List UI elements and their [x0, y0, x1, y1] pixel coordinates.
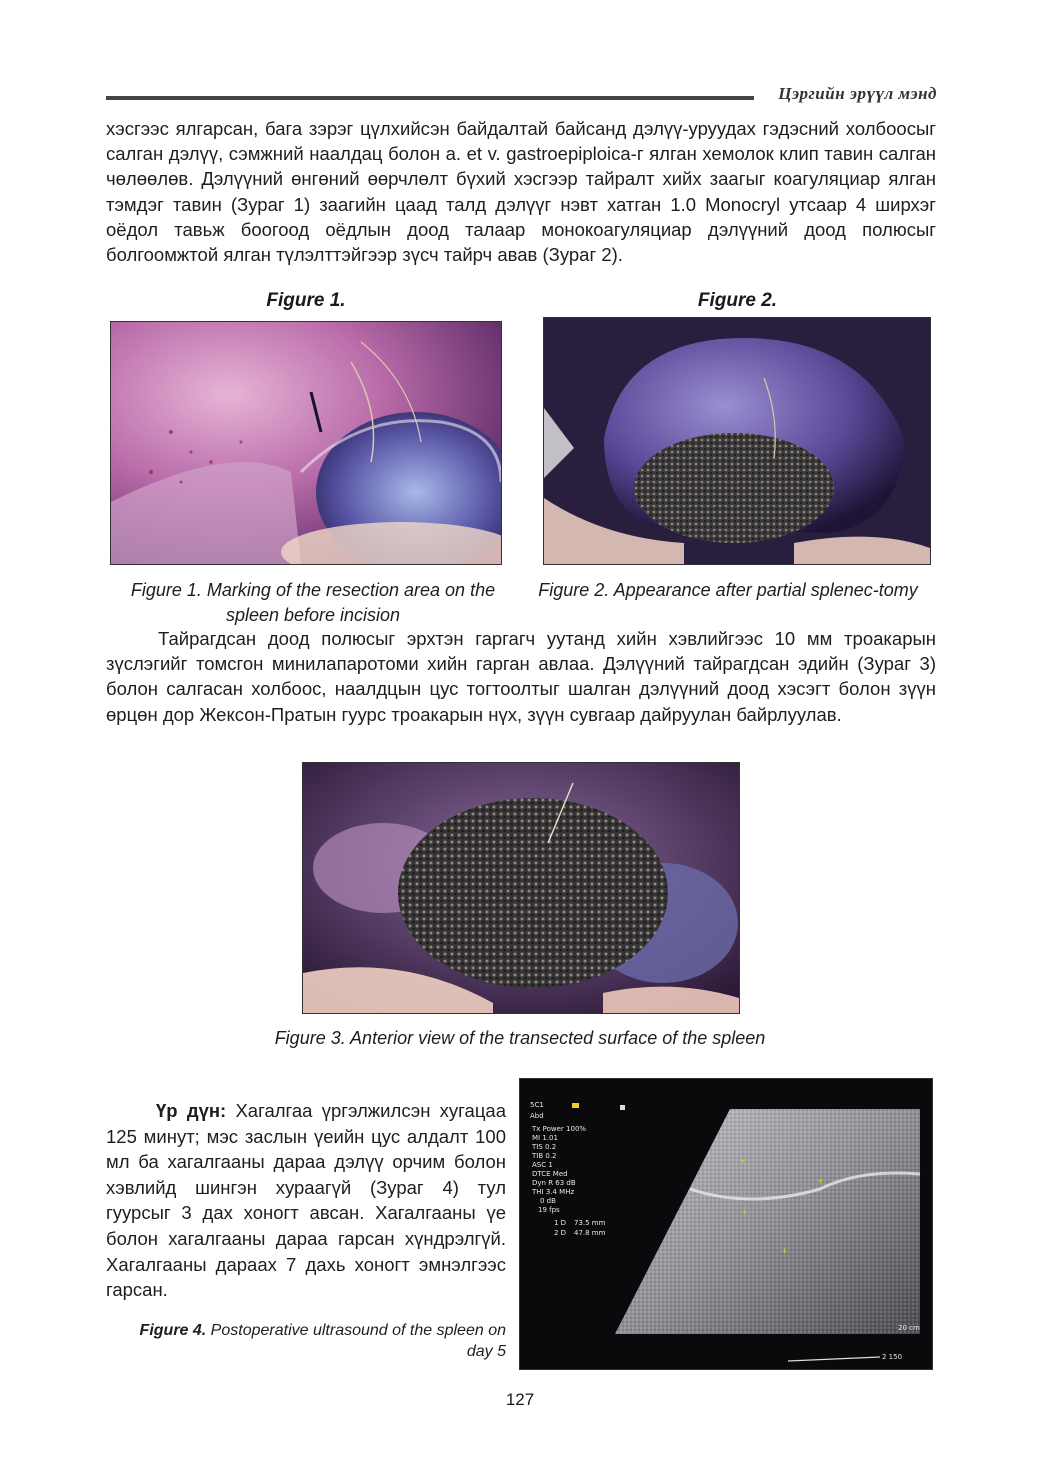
svg-text:+: + — [742, 1207, 748, 1217]
figure-2-caption: Figure 2. Appearance after partial splenec-tomy — [538, 580, 918, 600]
journal-title: Цэргийн эрүүл мэнд — [778, 84, 937, 103]
us-param: Tx Power 100% — [532, 1125, 587, 1133]
us-param: TIS 0.2 — [532, 1143, 557, 1151]
page-number: 127 — [505, 1390, 535, 1409]
us-param: 19 fps — [538, 1206, 560, 1214]
us-measurement-1-label: 1 D — [554, 1219, 567, 1227]
us-param: 0 dB — [540, 1197, 556, 1205]
results-text: Хагалгаа үргэлжилсэн хугацаа 125 минут; мэс заслын үеийн цус алдалт 100 мл ба хагалгааны дараа дэлүү орчим болон хэвлийд шингэн хураагүй (Зураг 4) тул гуурсыг 3 дах хоногт авсан. Хагалгааны үе болон хагалгааны дараа гарсан хүндрэлгүй. Хагалгааны дараах 7 дахь хоногт эмнэлгээс гарсан. — [106, 1100, 506, 1301]
figure-4-caption-label: Figure 4. — [139, 1322, 207, 1339]
paragraph-1: хэсгээс ялгарсан, бага зэрэг цүлхийсэн байдалтай байсанд дэлүү-уруудах гэдэсний холбоосыг салган дэлүү, сэмжний наалдац болон a. et v. gastroepiploica-г ялган хемолок клип тавин салган чөлөөлөв. Дэлүүний өнгөний өөрчлөлт бүхий хэсгээр тайралт хийх заагыг коагуляциар ялган тэмдэг тавин (Зураг 1) заагийн цаад талд дэлүүг нэвт хатган 1.0 Monocryl утсаар 4 ширхэг оёдол тавьж боогоод оёдлын доод талаар монокоагуляциар дэлүүний доод полюсыг болгоомжтой ялган түлэлттэйгээр зүсч тайрч авав (Зураг 2). — [106, 118, 936, 266]
figure-4-caption-text: Postoperative ultrasound of the spleen on day 5 — [206, 1322, 506, 1360]
us-measurement-2-label: 2 D — [554, 1229, 567, 1237]
figure-2-image — [543, 317, 931, 565]
us-preset: Abd — [530, 1112, 544, 1120]
us-param: MI 1.01 — [532, 1134, 558, 1142]
us-probe: 5C1 — [530, 1101, 544, 1109]
us-param: DTCE Med — [532, 1170, 568, 1178]
figure-3-image — [302, 762, 740, 1014]
us-measurement-1-value: 73.5 mm — [574, 1219, 606, 1227]
figure-1-title: Figure 1. — [266, 290, 346, 311]
us-param: ASC 1 — [532, 1161, 553, 1169]
us-scale-label: 20 cm — [898, 1324, 920, 1332]
us-depth-label: 2 150 — [882, 1353, 903, 1361]
figure-2-title: Figure 2. — [697, 290, 778, 311]
figure-4-caption — [130, 1320, 506, 1362]
figure-1-image — [110, 321, 502, 565]
us-param: THI 3.4 MHz — [532, 1188, 575, 1196]
figure-1-caption: Figure 1. Marking of the resection area on the spleen before incision — [130, 580, 496, 625]
header-rule — [106, 96, 754, 100]
us-measurement-2-value: 47.8 mm — [574, 1229, 606, 1237]
svg-text:+: + — [782, 1246, 788, 1256]
svg-text:+: + — [740, 1156, 746, 1166]
figure-3-caption: Figure 3. Anterior view of the transected surface of the spleen — [274, 1028, 766, 1048]
results-paragraph — [106, 1098, 506, 1303]
figure-4-ultrasound-image — [519, 1078, 933, 1370]
svg-text:+: + — [818, 1176, 824, 1186]
paragraph-2: Тайрагдсан доод полюсыг эрхтэн гаргагч уутанд хийн хэвлийгээс 10 мм троакарын зүслэгийг томсгон минилапаротоми хийн гарган авлаа. Дэлүүний тайрагдсан эдийн (Зураг 3) болон салгасан холбоос, наалдцын цус тогтоолтыг шалган дэлүүний доод хэсэгт болон зүүн өрцөн дор Жексон-Пратын гуурс троакарын нүх, зүүн сувгаар дайруулан байрлуулав. — [106, 628, 936, 725]
us-param: Dyn R 63 dB — [532, 1179, 576, 1187]
us-param: TIB 0.2 — [532, 1152, 557, 1160]
results-lead: Үр дүн: — [156, 1100, 227, 1121]
